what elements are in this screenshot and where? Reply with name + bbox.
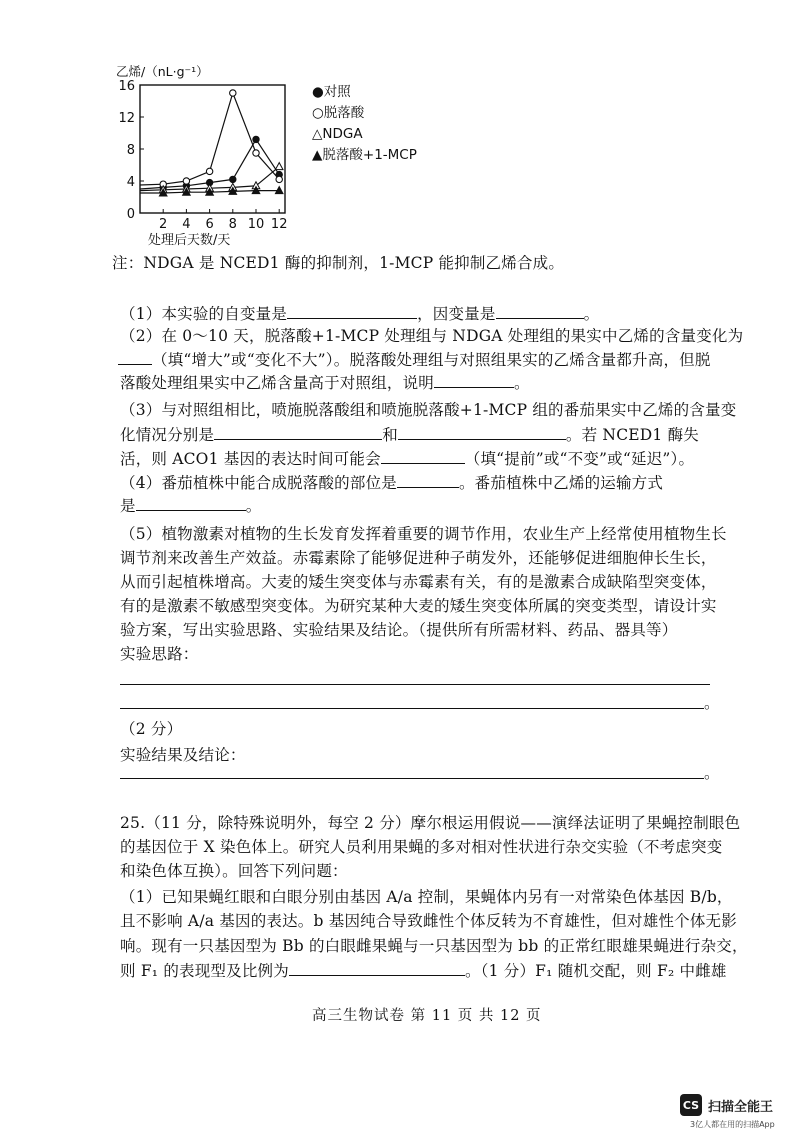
experiment-idea-label: 实验思路：: [120, 645, 199, 663]
q1-text-a: （1）本实验的自变量是: [120, 305, 288, 323]
answer-blank[interactable]: [289, 959, 465, 976]
question-2-line-3: [120, 371, 530, 394]
question-1: [120, 302, 599, 325]
q4-text: 。: [245, 497, 262, 515]
experiment-result-label: 实验结果及结论：: [120, 746, 246, 764]
question-2-line-2: [118, 348, 711, 371]
q3-text: 化情况分别是: [120, 426, 215, 444]
answer-blank[interactable]: [398, 423, 566, 440]
scanner-badge: [680, 1094, 773, 1116]
answer-line[interactable]: [120, 708, 704, 709]
question-25-line-5: 且不影响 A/a 基因的表达。b 基因纯合导致雌性个体反转为不育雄性，但对雄性个体无影: [120, 912, 737, 930]
x-tick-label: 6: [205, 217, 214, 232]
legend-label: 对照: [323, 84, 351, 100]
q3-text: 和: [382, 426, 398, 444]
question-5-line-3: 从而引起植株增高。大麦的矮生突变体与赤霉素有关，有的是激素合成缺陷型突变体，: [120, 573, 717, 591]
answer-line[interactable]: [120, 778, 704, 779]
data-point-filled-circle: [253, 136, 259, 142]
data-point-filled-circle: [230, 176, 236, 182]
open-circle-icon: ○: [312, 105, 324, 121]
y-tick-label: 12: [118, 111, 135, 126]
filled-circle-icon: ●: [312, 84, 324, 100]
answer-blank[interactable]: [118, 348, 152, 365]
data-point-open-circle: [183, 178, 189, 184]
open-triangle-icon: △: [312, 126, 323, 142]
q3-text: （填“提前”或“不变”或“延迟”）。: [464, 450, 695, 468]
question-4-line-1: [120, 471, 663, 494]
answer-blank[interactable]: [434, 371, 514, 388]
question-25-line-6: 响。现有一只基因型为 Bb 的白眼雌果蝇与一只基因型为 bb 的正常红眼雄果蝇进行杂交，: [120, 937, 748, 955]
answer-blank[interactable]: [214, 423, 382, 440]
y-tick-label: 4: [126, 175, 135, 190]
filled-triangle-icon: ▲: [312, 147, 323, 163]
q3-text: 活，则 ACO1 基因的表达时间可能会: [120, 450, 381, 468]
scanner-app-name: 扫描全能王: [708, 1099, 774, 1115]
q4-text: 是: [120, 497, 136, 515]
data-point-open-triangle: [275, 163, 283, 170]
question-3-line-3: [120, 447, 694, 470]
question-25-line-2: 的基因位于 X 染色体上。研究人员利用果蝇的多对相对性状进行杂交实验（不考虑突变: [120, 838, 723, 856]
question-5-line-2: 调节剂来改善生产效益。赤霉素除了能够促进种子萌发外，还能够促进细胞伸长生长，: [120, 549, 717, 567]
x-tick-label: 2: [159, 217, 168, 232]
camscanner-logo-icon: CS: [680, 1094, 702, 1116]
figure-note: 注：NDGA 是 NCED1 酶的抑制剂，1-MCP 能抑制乙烯合成。: [112, 254, 565, 272]
x-tick-label: 4: [182, 217, 191, 232]
q4-text: （4）番茄植株中能合成脱落酸的部位是: [120, 474, 397, 492]
answer-blank[interactable]: [397, 471, 459, 488]
q3-text: 。若 NCED1 酶失: [565, 426, 699, 444]
legend-item-aba-mcp: [312, 145, 417, 166]
answer-blank[interactable]: [287, 302, 417, 319]
page-footer: 高三生物试卷 第 11 页 共 12 页: [312, 1008, 542, 1024]
q25-text: 则 F₁ 的表现型及比例为: [120, 962, 289, 980]
legend-label: 脱落酸: [323, 105, 365, 121]
question-3-line-1: （3）与对照组相比，喷施脱落酸组和喷施脱落酸+1-MCP 组的番茄果实中乙烯的含量变: [120, 401, 737, 419]
x-tick-label: 12: [270, 217, 288, 232]
y-tick-label: 16: [118, 79, 135, 94]
legend-item-aba: [312, 103, 364, 124]
score-note: （2 分）: [120, 720, 183, 738]
chart-xlabel: 处理后天数/天: [148, 233, 231, 248]
legend-label: 脱落酸+1-MCP: [322, 147, 417, 163]
question-25-line-7: [120, 959, 727, 982]
question-25-line-1: 25.（11 分，除特殊说明外，每空 2 分）摩尔根运用假说——演绎法证明了果蝇控制眼色: [120, 814, 741, 832]
legend-label: NDGA: [322, 126, 363, 142]
answer-blank[interactable]: [496, 302, 584, 319]
question-5-line-1: （5）植物激素对植物的生长发育发挥着重要的调节作用，农业生产上经常使用植物生长: [120, 525, 727, 543]
x-tick-label: 10: [247, 217, 265, 232]
data-point-open-circle: [206, 168, 212, 174]
question-5-line-5: 验方案，写出实验思路、实验结果及结论。（提供所有所需材料、药品、器具等）: [120, 621, 678, 639]
question-3-line-2: [120, 423, 699, 446]
line-period: 。: [704, 764, 720, 782]
line-period: 。: [704, 694, 720, 712]
data-point-open-circle: [253, 150, 259, 156]
q1-text-b: ，因变量是: [417, 305, 496, 323]
x-tick-label: 8: [228, 217, 237, 232]
scanner-tagline: 3亿人都在用的扫描App: [690, 1120, 775, 1129]
q1-text-c: 。: [583, 305, 600, 323]
q4-text: 。番茄植株中乙烯的运输方式: [458, 474, 664, 492]
legend-item-control: [312, 82, 351, 103]
legend-item-ndga: [312, 124, 363, 145]
q25-text: 。（1 分）F₁ 随机交配，则 F₂ 中雌雄: [464, 962, 727, 980]
data-point-open-circle: [276, 176, 282, 182]
answer-blank[interactable]: [381, 447, 465, 464]
q2-text: 。: [514, 374, 530, 392]
answer-blank[interactable]: [136, 494, 246, 511]
q2-text: （填“增大”或“变化不大”）。脱落酸处理组与对照组果实的乙烯含量都升高，但脱: [152, 351, 711, 369]
y-tick-label: 0: [126, 207, 135, 222]
question-5-line-4: 有的是激素不敏感型突变体。为研究某种大麦的矮生突变体所属的突变类型，请设计实: [120, 597, 717, 615]
q2-text: 落酸处理组果实中乙烯含量高于对照组，说明: [120, 374, 435, 392]
answer-line[interactable]: [120, 684, 710, 685]
question-25-line-3: 和染色体互换）。回答下列问题：: [120, 862, 348, 880]
chart-ylabel: 乙烯/（nL·g⁻¹）: [116, 64, 209, 79]
ethylene-line-chart: [108, 58, 308, 252]
question-25-line-4: （1）已知果蝇红眼和白眼分别由基因 A/a 控制，果蝇体内另有一对常染色体基因 B/b，: [120, 888, 733, 906]
question-4-line-2: [120, 494, 261, 517]
y-tick-label: 8: [126, 143, 135, 158]
data-point-open-circle: [230, 90, 236, 96]
question-2-line-1: （2）在 0～10 天，脱落酸+1-MCP 处理组与 NDGA 处理组的果实中乙烯的含量变化为: [120, 327, 744, 345]
